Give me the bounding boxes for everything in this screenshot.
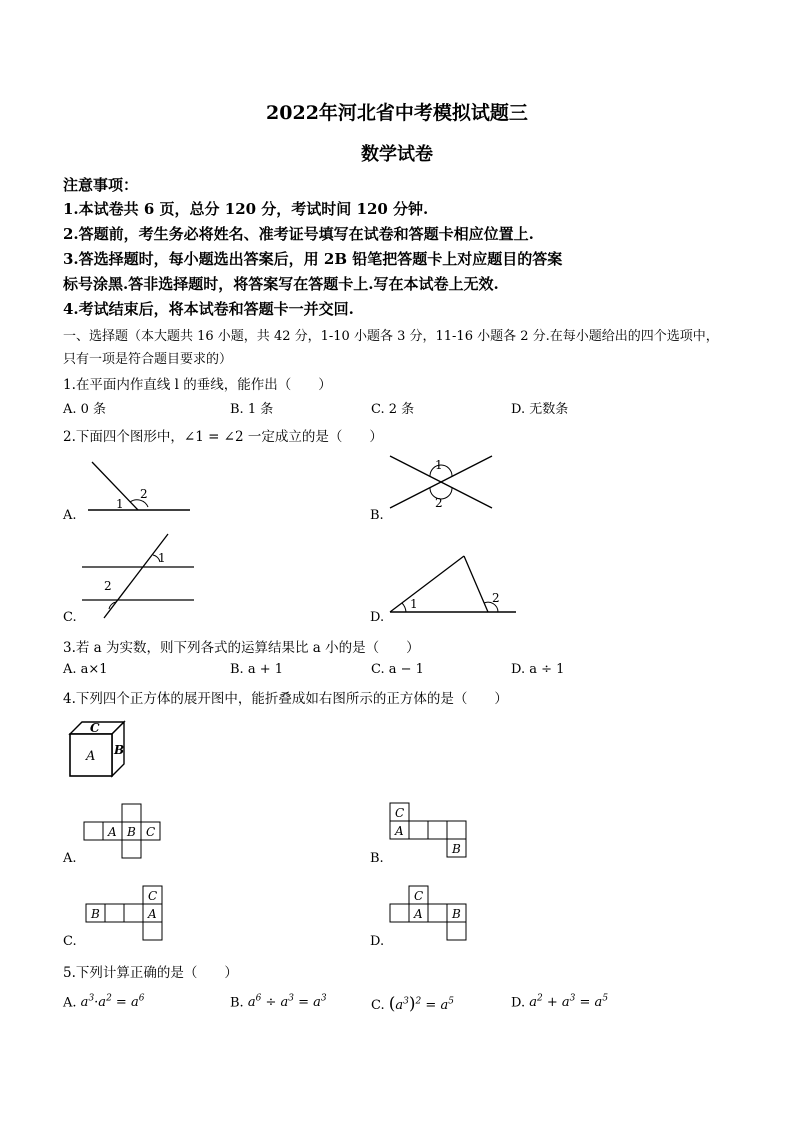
net-a-letter-a: A [108,825,117,839]
q4-label-c[interactable]: C. [63,934,77,949]
q1-stem: 1.在平面内作直线 l 的垂线，能作出（ ） [63,377,332,393]
q2-figure-a [80,458,195,518]
net-c-letter-a: A [148,907,157,921]
q3-option-c[interactable]: C. a − 1 [371,662,424,677]
q4-label-d[interactable]: D. [370,934,385,949]
q5-option-a[interactable] [63,994,144,1010]
q2a-angle1: 1 [116,497,124,511]
q4-net-c [84,884,164,944]
q2-stem: 2.下面四个图形中，∠1 = ∠2 一定成立的是（ ） [63,429,383,445]
q2c-angle1: 1 [158,551,166,565]
cube-side-letter: B [114,743,125,757]
q1-option-a[interactable]: A. 0 条 [63,402,107,417]
notes-item-1: 1.本试卷共 6 页，总分 120 分，考试时间 120 分钟. [63,200,429,218]
q3-option-d[interactable]: D. a ÷ 1 [511,662,565,677]
q1-option-d[interactable]: D. 无数条 [511,402,569,417]
q1-option-b[interactable]: B. 1 条 [230,402,274,417]
notes-heading: 注意事项： [63,176,139,194]
q3-option-a[interactable]: A. a×1 [63,662,108,677]
q4-net-a [82,801,166,861]
q2b-angle2: 2 [435,496,443,510]
q2-label-c[interactable]: C. [63,610,77,625]
q1-option-c[interactable]: C. 2 条 [371,402,415,417]
notes-item-3-cont: 标号涂黑.答非选择题时，将答案写在答题卡上.写在本试卷上无效. [63,275,499,293]
q2b-angle1: 1 [435,458,443,472]
q5-option-d-label: D. [511,995,526,1011]
q5-option-c-label: C. [371,998,385,1013]
q5-option-d[interactable] [511,994,608,1010]
q2-label-a[interactable]: A. [63,508,77,523]
q4-label-b[interactable]: B. [370,851,384,866]
q5-option-c-expr: $(a^3)^2 = a^5$ [388,994,454,1014]
section-instructions-cont: 只有一项是符合题目要求的） [63,352,233,367]
net-a-letter-b: B [127,825,136,839]
q5-option-d-expr: $a^2 + a^3 = a^5$ [529,994,609,1011]
q2-figure-d [388,550,520,616]
q2-figure-c [80,532,196,620]
cube-top-letter: C [90,721,100,735]
net-d-letter-a: A [414,907,423,921]
q5-option-b-label: B. [230,995,244,1011]
q5-option-a-label: A. [63,995,77,1011]
q3-option-b[interactable]: B. a + 1 [230,662,283,677]
net-c-letter-b: B [91,907,100,921]
q5-option-a-expr: $a^3\cdot a^2 = a^6$ [80,994,145,1011]
q3-stem: 3.若 a 为实数，则下列各式的运算结果比 a 小的是（ ） [63,640,420,656]
q2a-angle2: 2 [140,487,148,501]
q5-stem: 5.下列计算正确的是（ ） [63,965,238,981]
q4-net-b [388,801,468,861]
q4-label-a[interactable]: A. [63,851,77,866]
net-d-letter-b: B [452,907,461,921]
net-a-letter-c: C [146,825,156,839]
net-b-letter-a: A [395,824,404,838]
q2c-angle2: 2 [104,579,112,593]
q2-label-d[interactable]: D. [370,610,385,625]
q2d-angle1: 1 [410,597,418,611]
q4-stem: 4.下列四个正方体的展开图中，能折叠成如右图所示的正方体的是（ ） [63,691,508,707]
net-d-letter-c: C [414,889,424,903]
section-instructions: 一、选择题（本大题共 16 小题，共 42 分，1-10 小题各 3 分，11-16 小题各 2 分.在每小题给出的四个选项中， [63,329,719,344]
notes-item-4: 4.考试结束后，将本试卷和答题卡一并交回. [63,300,354,318]
q2-figure-b [388,452,494,512]
exam-title: 2022年河北省中考模拟试题三 [266,102,528,124]
cube-front-letter: A [86,749,96,764]
notes-item-2: 2.答题前，考生务必将姓名、准考证号填写在试卷和答题卡相应位置上. [63,225,534,243]
q5-option-b-expr: $a^6 \div a^3 = a^3$ [247,994,327,1011]
q2-label-b[interactable]: B. [370,508,384,523]
net-b-letter-b: B [452,842,461,856]
q4-net-d [388,884,468,944]
notes-item-3: 3.答选择题时，每小题选出答案后，用 2B 铅笔把答题卡上对应题目的答案 [63,250,563,268]
net-b-letter-c: C [395,806,405,820]
q5-option-c[interactable] [371,994,454,1014]
net-c-letter-c: C [148,889,158,903]
q2d-angle2: 2 [492,591,500,605]
q4-cube-figure [66,718,130,778]
q5-option-b[interactable] [230,994,327,1010]
exam-subject: 数学试卷 [361,144,433,165]
